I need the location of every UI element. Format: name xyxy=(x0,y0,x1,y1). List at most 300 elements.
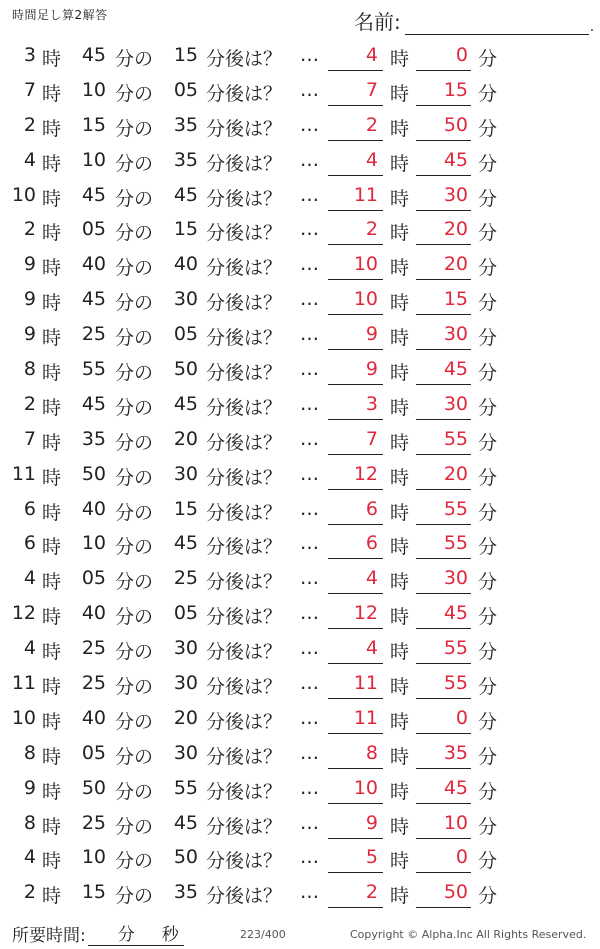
hour-label: 時 xyxy=(42,292,62,315)
added-minutes: 20 xyxy=(173,706,198,729)
problem-row xyxy=(0,492,600,527)
minute-of-label: 分の xyxy=(115,222,154,245)
added-minutes: 45 xyxy=(173,532,198,555)
answer-minute-label: 分 xyxy=(478,362,498,385)
answer-minute: 55 xyxy=(443,637,468,660)
answer-hour-label: 時 xyxy=(390,641,410,664)
start-hour: 2 xyxy=(23,881,36,904)
answer-hour: 10 xyxy=(353,776,378,799)
hour-label: 時 xyxy=(42,222,62,245)
answer-minute-blank[interactable] xyxy=(416,384,471,385)
time-minute-unit: 分 xyxy=(117,925,135,945)
problem-row xyxy=(0,38,600,73)
answer-minute-blank[interactable] xyxy=(416,733,471,734)
start-minute: 05 xyxy=(81,218,106,241)
problem-row xyxy=(0,247,600,282)
answer-minute-label: 分 xyxy=(478,536,498,559)
hour-label: 時 xyxy=(42,815,62,838)
minute-of-label: 分の xyxy=(115,745,154,768)
answer-hour-blank[interactable] xyxy=(328,803,383,804)
after-label: 分後は？ xyxy=(206,48,283,70)
after-label: 分後は？ xyxy=(206,327,283,350)
answer-minute-blank[interactable] xyxy=(416,244,471,245)
problem-row xyxy=(0,840,600,875)
ellipsis: … xyxy=(300,532,319,555)
hour-label: 時 xyxy=(42,885,62,908)
start-minute: 25 xyxy=(81,637,106,660)
answer-minute-blank[interactable] xyxy=(416,349,471,350)
start-hour: 3 xyxy=(23,44,36,66)
ellipsis: … xyxy=(300,427,319,450)
hour-label: 時 xyxy=(42,257,62,280)
start-hour: 8 xyxy=(23,358,36,381)
after-label: 分後は？ xyxy=(206,117,283,140)
ellipsis: … xyxy=(300,637,319,660)
minute-of-label: 分の xyxy=(115,501,154,524)
answer-hour-blank[interactable] xyxy=(328,384,383,385)
added-minutes: 15 xyxy=(173,44,198,66)
answer-hour-blank[interactable] xyxy=(328,105,383,106)
answer-hour: 2 xyxy=(365,218,378,241)
answer-hour-label: 時 xyxy=(390,187,410,210)
added-minutes: 15 xyxy=(173,497,198,520)
answer-minute-blank[interactable] xyxy=(416,210,471,211)
answer-hour: 4 xyxy=(365,567,378,590)
after-label: 分後は？ xyxy=(206,780,283,803)
problem-row xyxy=(0,875,600,910)
added-minutes: 30 xyxy=(173,637,198,660)
ellipsis: … xyxy=(300,776,319,799)
after-label: 分後は？ xyxy=(206,82,283,105)
minute-of-label: 分の xyxy=(115,431,154,454)
copyright: Copyright © Alpha.Inc All Rights Reserved. xyxy=(350,928,587,941)
answer-minute-label: 分 xyxy=(478,780,498,803)
answer-minute-label: 分 xyxy=(478,850,498,873)
answer-hour-blank[interactable] xyxy=(328,593,383,594)
start-minute: 10 xyxy=(81,78,106,101)
answer-minute: 15 xyxy=(443,288,468,311)
answer-minute-label: 分 xyxy=(478,152,498,175)
answer-hour-blank[interactable] xyxy=(328,279,383,280)
worksheet-title: 時間足し算2解答 xyxy=(12,8,108,22)
answer-minute-blank[interactable] xyxy=(416,105,471,106)
minute-of-label: 分の xyxy=(115,606,154,629)
answer-minute: 45 xyxy=(443,358,468,381)
start-hour: 6 xyxy=(23,532,36,555)
answer-hour: 9 xyxy=(365,811,378,834)
answer-hour-blank[interactable] xyxy=(328,244,383,245)
minute-of-label: 分の xyxy=(115,466,154,489)
start-minute: 45 xyxy=(81,183,106,206)
answer-hour-blank[interactable] xyxy=(328,454,383,455)
answer-minute: 0 xyxy=(455,44,468,66)
answer-minute: 45 xyxy=(443,776,468,799)
start-minute: 10 xyxy=(81,532,106,555)
answer-minute: 50 xyxy=(443,881,468,904)
problem-row xyxy=(0,666,600,701)
answer-hour-blank[interactable] xyxy=(328,524,383,525)
hour-label: 時 xyxy=(42,362,62,385)
answer-hour-blank[interactable] xyxy=(328,489,383,490)
after-label: 分後は？ xyxy=(206,885,283,908)
answer-minute-blank[interactable] xyxy=(416,175,471,176)
problem-row xyxy=(0,526,600,561)
answer-hour-label: 時 xyxy=(390,676,410,699)
answer-minute-blank[interactable] xyxy=(416,419,471,420)
answer-minute-blank[interactable] xyxy=(416,314,471,315)
answer-minute-blank[interactable] xyxy=(416,70,471,71)
answer-hour-label: 時 xyxy=(390,292,410,315)
answer-minute-blank[interactable] xyxy=(416,768,471,769)
answer-minute-blank[interactable] xyxy=(416,628,471,629)
start-hour: 4 xyxy=(23,637,36,660)
ellipsis: … xyxy=(300,148,319,171)
name-input-line[interactable] xyxy=(405,12,589,35)
problem-row xyxy=(0,561,600,596)
start-minute: 10 xyxy=(81,846,106,869)
added-minutes: 40 xyxy=(173,253,198,276)
answer-hour-label: 時 xyxy=(390,745,410,768)
answer-hour: 2 xyxy=(365,881,378,904)
answer-hour-label: 時 xyxy=(390,606,410,629)
answer-minute-label: 分 xyxy=(478,710,498,733)
answer-hour-blank[interactable] xyxy=(328,349,383,350)
answer-minute-label: 分 xyxy=(478,606,498,629)
answer-hour-blank[interactable] xyxy=(328,175,383,176)
answer-hour: 4 xyxy=(365,148,378,171)
problem-row xyxy=(0,806,600,841)
answer-minute: 0 xyxy=(455,706,468,729)
answer-minute-blank[interactable] xyxy=(416,279,471,280)
problem-row xyxy=(0,108,600,143)
added-minutes: 15 xyxy=(173,218,198,241)
start-hour: 8 xyxy=(23,811,36,834)
answer-hour-blank[interactable] xyxy=(328,628,383,629)
answer-minute-blank[interactable] xyxy=(416,524,471,525)
added-minutes: 35 xyxy=(173,148,198,171)
answer-minute-label: 分 xyxy=(478,187,498,210)
start-hour: 7 xyxy=(23,427,36,450)
problem-row xyxy=(0,631,600,666)
answer-minute: 45 xyxy=(443,148,468,171)
answer-hour: 2 xyxy=(365,113,378,136)
answer-hour: 7 xyxy=(365,427,378,450)
minute-of-label: 分の xyxy=(115,850,154,873)
answer-hour-label: 時 xyxy=(390,362,410,385)
start-hour: 8 xyxy=(23,741,36,764)
answer-minute-blank[interactable] xyxy=(416,907,471,908)
start-minute: 45 xyxy=(81,288,106,311)
hour-label: 時 xyxy=(42,152,62,175)
start-hour: 4 xyxy=(23,567,36,590)
answer-hour-label: 時 xyxy=(390,885,410,908)
minute-of-label: 分の xyxy=(115,571,154,594)
added-minutes: 30 xyxy=(173,462,198,485)
answer-minute-blank[interactable] xyxy=(416,454,471,455)
ellipsis: … xyxy=(300,462,319,485)
ellipsis: … xyxy=(300,881,319,904)
minute-of-label: 分の xyxy=(115,257,154,280)
after-label: 分後は？ xyxy=(206,606,283,629)
answer-hour-blank[interactable] xyxy=(328,314,383,315)
answer-hour-blank[interactable] xyxy=(328,663,383,664)
answer-hour: 7 xyxy=(365,78,378,101)
problem-row xyxy=(0,736,600,771)
hour-label: 時 xyxy=(42,676,62,699)
after-label: 分後は？ xyxy=(206,431,283,454)
start-hour: 9 xyxy=(23,288,36,311)
answer-hour-blank[interactable] xyxy=(328,907,383,908)
problem-row xyxy=(0,73,600,108)
hour-label: 時 xyxy=(42,396,62,419)
answer-hour: 11 xyxy=(353,183,378,206)
answer-minute: 30 xyxy=(443,392,468,415)
answer-minute-blank[interactable] xyxy=(416,140,471,141)
answer-hour-label: 時 xyxy=(390,257,410,280)
answer-minute-label: 分 xyxy=(478,431,498,454)
after-label: 分後は？ xyxy=(206,466,283,489)
answer-minute-blank[interactable] xyxy=(416,558,471,559)
start-hour: 10 xyxy=(11,706,36,729)
answer-minute-label: 分 xyxy=(478,676,498,699)
answer-minute: 0 xyxy=(455,846,468,869)
answer-hour-label: 時 xyxy=(390,152,410,175)
added-minutes: 45 xyxy=(173,811,198,834)
added-minutes: 05 xyxy=(173,78,198,101)
start-minute: 45 xyxy=(81,44,106,66)
minute-of-label: 分の xyxy=(115,396,154,419)
added-minutes: 30 xyxy=(173,741,198,764)
ellipsis: … xyxy=(300,323,319,346)
start-hour: 10 xyxy=(11,183,36,206)
answer-minute: 55 xyxy=(443,532,468,555)
problem-row xyxy=(0,212,600,247)
answer-hour-blank[interactable] xyxy=(328,210,383,211)
start-minute: 25 xyxy=(81,323,106,346)
start-minute: 40 xyxy=(81,253,106,276)
answer-minute-blank[interactable] xyxy=(416,489,471,490)
answer-minute-label: 分 xyxy=(478,815,498,838)
after-label: 分後は？ xyxy=(206,571,283,594)
start-minute: 25 xyxy=(81,672,106,695)
minute-of-label: 分の xyxy=(115,82,154,105)
ellipsis: … xyxy=(300,44,319,66)
time-taken-field xyxy=(12,921,184,946)
ellipsis: … xyxy=(300,253,319,276)
answer-hour-label: 時 xyxy=(390,501,410,524)
answer-hour: 12 xyxy=(353,462,378,485)
after-label: 分後は？ xyxy=(206,362,283,385)
answer-minute-label: 分 xyxy=(478,82,498,105)
answer-minute-blank[interactable] xyxy=(416,698,471,699)
answer-hour-blank[interactable] xyxy=(328,698,383,699)
start-minute: 40 xyxy=(81,706,106,729)
answer-minute: 35 xyxy=(443,741,468,764)
answer-hour-blank[interactable] xyxy=(328,768,383,769)
answer-hour-label: 時 xyxy=(390,327,410,350)
answer-hour-label: 時 xyxy=(390,222,410,245)
hour-label: 時 xyxy=(42,431,62,454)
answer-hour-blank[interactable] xyxy=(328,419,383,420)
after-label: 分後は？ xyxy=(206,187,283,210)
start-hour: 2 xyxy=(23,218,36,241)
problem-row xyxy=(0,422,600,457)
start-hour: 4 xyxy=(23,846,36,869)
ellipsis: … xyxy=(300,846,319,869)
name-label: 名前: xyxy=(354,10,401,34)
answer-hour-label: 時 xyxy=(390,48,410,70)
answer-hour-label: 時 xyxy=(390,466,410,489)
start-minute: 35 xyxy=(81,427,106,450)
ellipsis: … xyxy=(300,358,319,381)
problem-row xyxy=(0,596,600,631)
start-hour: 2 xyxy=(23,113,36,136)
start-hour: 9 xyxy=(23,253,36,276)
problem-row xyxy=(0,771,600,806)
ellipsis: … xyxy=(300,392,319,415)
start-hour: 9 xyxy=(23,323,36,346)
answer-minute: 30 xyxy=(443,183,468,206)
added-minutes: 20 xyxy=(173,427,198,450)
start-minute: 10 xyxy=(81,148,106,171)
answer-hour: 6 xyxy=(365,532,378,555)
added-minutes: 05 xyxy=(173,323,198,346)
start-minute: 40 xyxy=(81,602,106,625)
ellipsis: … xyxy=(300,113,319,136)
start-hour: 7 xyxy=(23,78,36,101)
start-hour: 12 xyxy=(11,602,36,625)
ellipsis: … xyxy=(300,706,319,729)
start-minute: 45 xyxy=(81,392,106,415)
problem-row xyxy=(0,457,600,492)
start-hour: 2 xyxy=(23,392,36,415)
answer-minute-label: 分 xyxy=(478,257,498,280)
answer-minute: 55 xyxy=(443,497,468,520)
ellipsis: … xyxy=(300,567,319,590)
start-hour: 11 xyxy=(11,672,36,695)
answer-minute-blank[interactable] xyxy=(416,663,471,664)
answer-hour-label: 時 xyxy=(390,571,410,594)
added-minutes: 05 xyxy=(173,602,198,625)
answer-minute: 55 xyxy=(443,427,468,450)
added-minutes: 35 xyxy=(173,113,198,136)
answer-minute: 10 xyxy=(443,811,468,834)
answer-hour: 9 xyxy=(365,323,378,346)
hour-label: 時 xyxy=(42,327,62,350)
hour-label: 時 xyxy=(42,850,62,873)
answer-hour: 3 xyxy=(365,392,378,415)
minute-of-label: 分の xyxy=(115,327,154,350)
after-label: 分後は？ xyxy=(206,152,283,175)
answer-minute-label: 分 xyxy=(478,571,498,594)
start-minute: 05 xyxy=(81,567,106,590)
hour-label: 時 xyxy=(42,48,62,70)
ellipsis: … xyxy=(300,811,319,834)
problem-row xyxy=(0,352,600,387)
answer-minute-label: 分 xyxy=(478,501,498,524)
answer-hour-blank[interactable] xyxy=(328,140,383,141)
time-second-unit: 秒 xyxy=(161,925,179,945)
answer-minute-label: 分 xyxy=(478,117,498,140)
answer-hour: 12 xyxy=(353,602,378,625)
ellipsis: … xyxy=(300,78,319,101)
answer-minute-label: 分 xyxy=(478,222,498,245)
minute-of-label: 分の xyxy=(115,362,154,385)
answer-hour-label: 時 xyxy=(390,431,410,454)
minute-of-label: 分の xyxy=(115,676,154,699)
answer-minute-label: 分 xyxy=(478,885,498,908)
ellipsis: … xyxy=(300,183,319,206)
start-minute: 55 xyxy=(81,358,106,381)
time-taken-line[interactable] xyxy=(88,925,184,946)
minute-of-label: 分の xyxy=(115,117,154,140)
minute-of-label: 分の xyxy=(115,815,154,838)
hour-label: 時 xyxy=(42,571,62,594)
answer-minute: 15 xyxy=(443,78,468,101)
minute-of-label: 分の xyxy=(115,536,154,559)
hour-label: 時 xyxy=(42,187,62,210)
answer-hour-blank[interactable] xyxy=(328,70,383,71)
after-label: 分後は？ xyxy=(206,396,283,419)
problem-row xyxy=(0,317,600,352)
after-label: 分後は？ xyxy=(206,641,283,664)
answer-minute-blank[interactable] xyxy=(416,803,471,804)
answer-hour-blank[interactable] xyxy=(328,838,383,839)
answer-minute-label: 分 xyxy=(478,466,498,489)
minute-of-label: 分の xyxy=(115,710,154,733)
after-label: 分後は？ xyxy=(206,745,283,768)
answer-hour: 4 xyxy=(365,44,378,66)
answer-minute-blank[interactable] xyxy=(416,872,471,873)
after-label: 分後は？ xyxy=(206,815,283,838)
answer-hour: 8 xyxy=(365,741,378,764)
answer-hour-blank[interactable] xyxy=(328,733,383,734)
answer-hour-blank[interactable] xyxy=(328,872,383,873)
start-minute: 40 xyxy=(81,497,106,520)
answer-hour: 4 xyxy=(365,637,378,660)
answer-minute-label: 分 xyxy=(478,327,498,350)
answer-minute-label: 分 xyxy=(478,396,498,419)
answer-minute-blank[interactable] xyxy=(416,593,471,594)
problem-list xyxy=(0,38,600,910)
start-minute: 25 xyxy=(81,811,106,834)
hour-label: 時 xyxy=(42,780,62,803)
start-minute: 50 xyxy=(81,462,106,485)
answer-minute: 20 xyxy=(443,462,468,485)
problem-row xyxy=(0,387,600,422)
hour-label: 時 xyxy=(42,466,62,489)
answer-minute: 20 xyxy=(443,218,468,241)
answer-hour-label: 時 xyxy=(390,780,410,803)
answer-hour-label: 時 xyxy=(390,815,410,838)
answer-hour-label: 時 xyxy=(390,536,410,559)
start-hour: 4 xyxy=(23,148,36,171)
answer-hour-blank[interactable] xyxy=(328,558,383,559)
answer-minute-label: 分 xyxy=(478,745,498,768)
after-label: 分後は？ xyxy=(206,501,283,524)
ellipsis: … xyxy=(300,741,319,764)
time-taken-label: 所要時間: xyxy=(12,926,86,946)
hour-label: 時 xyxy=(42,536,62,559)
answer-minute: 45 xyxy=(443,602,468,625)
after-label: 分後は？ xyxy=(206,222,283,245)
added-minutes: 45 xyxy=(173,392,198,415)
answer-minute: 50 xyxy=(443,113,468,136)
added-minutes: 30 xyxy=(173,672,198,695)
minute-of-label: 分の xyxy=(115,641,154,664)
added-minutes: 50 xyxy=(173,846,198,869)
answer-minute-blank[interactable] xyxy=(416,838,471,839)
